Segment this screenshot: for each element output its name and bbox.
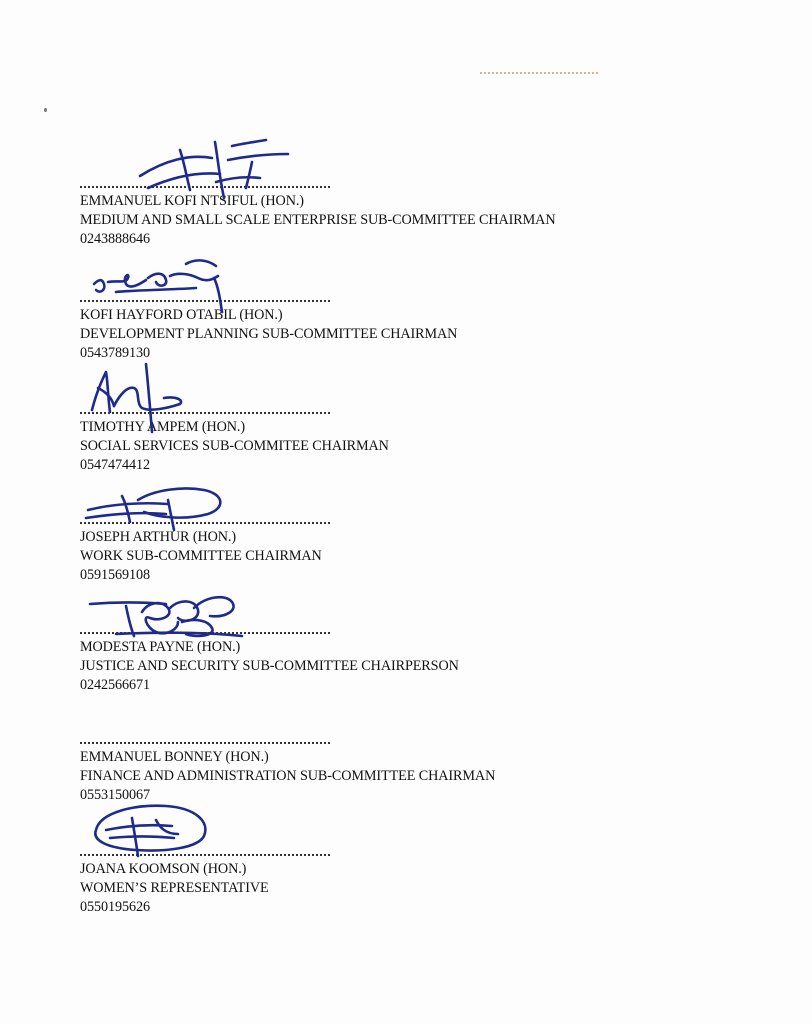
signature-line	[80, 736, 330, 744]
signatory-block-6	[80, 736, 495, 805]
signatory-name: TIMOTHY AMPEM (HON.)	[80, 419, 245, 435]
signatory-role: WOMEN’S REPRESENTATIVE	[80, 880, 269, 896]
scan-speck	[44, 108, 47, 112]
signatory-name: EMMANUEL KOFI NTSIFUL (HON.)	[80, 193, 304, 209]
signatory-phone: 0243888646	[80, 231, 150, 247]
signature-3-image	[84, 358, 194, 438]
signatory-phone: 0550195626	[80, 899, 150, 915]
signatory-role: WORK SUB-COMMITTEE CHAIRMAN	[80, 548, 322, 564]
signatory-name: JOANA KOOMSON (HON.)	[80, 861, 247, 877]
signatory-phone: 0547474412	[80, 457, 150, 473]
signatory-role: FINANCE AND ADMINISTRATION SUB-COMMITTEE CHAIRMAN	[80, 768, 496, 784]
signature-4-image	[82, 482, 232, 534]
signatory-name: JOSEPH ARTHUR (HON.)	[80, 529, 236, 545]
signatory-name: EMMANUEL BONNEY (HON.)	[80, 749, 269, 765]
signatory-phone: 0553150067	[80, 787, 150, 803]
signatory-name: MODESTA PAYNE (HON.)	[80, 639, 241, 655]
signatory-role: MEDIUM AND SMALL SCALE ENTERPRISE SUB-COMMITTEE CHAIRMAN	[80, 212, 556, 228]
signatory-phone: 0591569108	[80, 567, 150, 583]
signatory-phone: 0242566671	[80, 677, 150, 693]
signatory-phone: 0543789130	[80, 345, 150, 361]
scan-artifact	[480, 72, 598, 76]
signature-5-image	[86, 590, 246, 646]
signatory-name: KOFI HAYFORD OTABIL (HON.)	[80, 307, 283, 323]
signatory-role: DEVELOPMENT PLANNING SUB-COMMITTEE CHAIRMAN	[80, 326, 458, 342]
signatory-role: JUSTICE AND SECURITY SUB-COMMITTEE CHAIRPERSON	[80, 658, 459, 674]
signatory-role: SOCIAL SERVICES SUB-COMMITEE CHAIRMAN	[80, 438, 389, 454]
signature-7-image	[86, 800, 216, 862]
signature-1-image	[120, 132, 310, 204]
signature-2-image	[86, 254, 246, 316]
